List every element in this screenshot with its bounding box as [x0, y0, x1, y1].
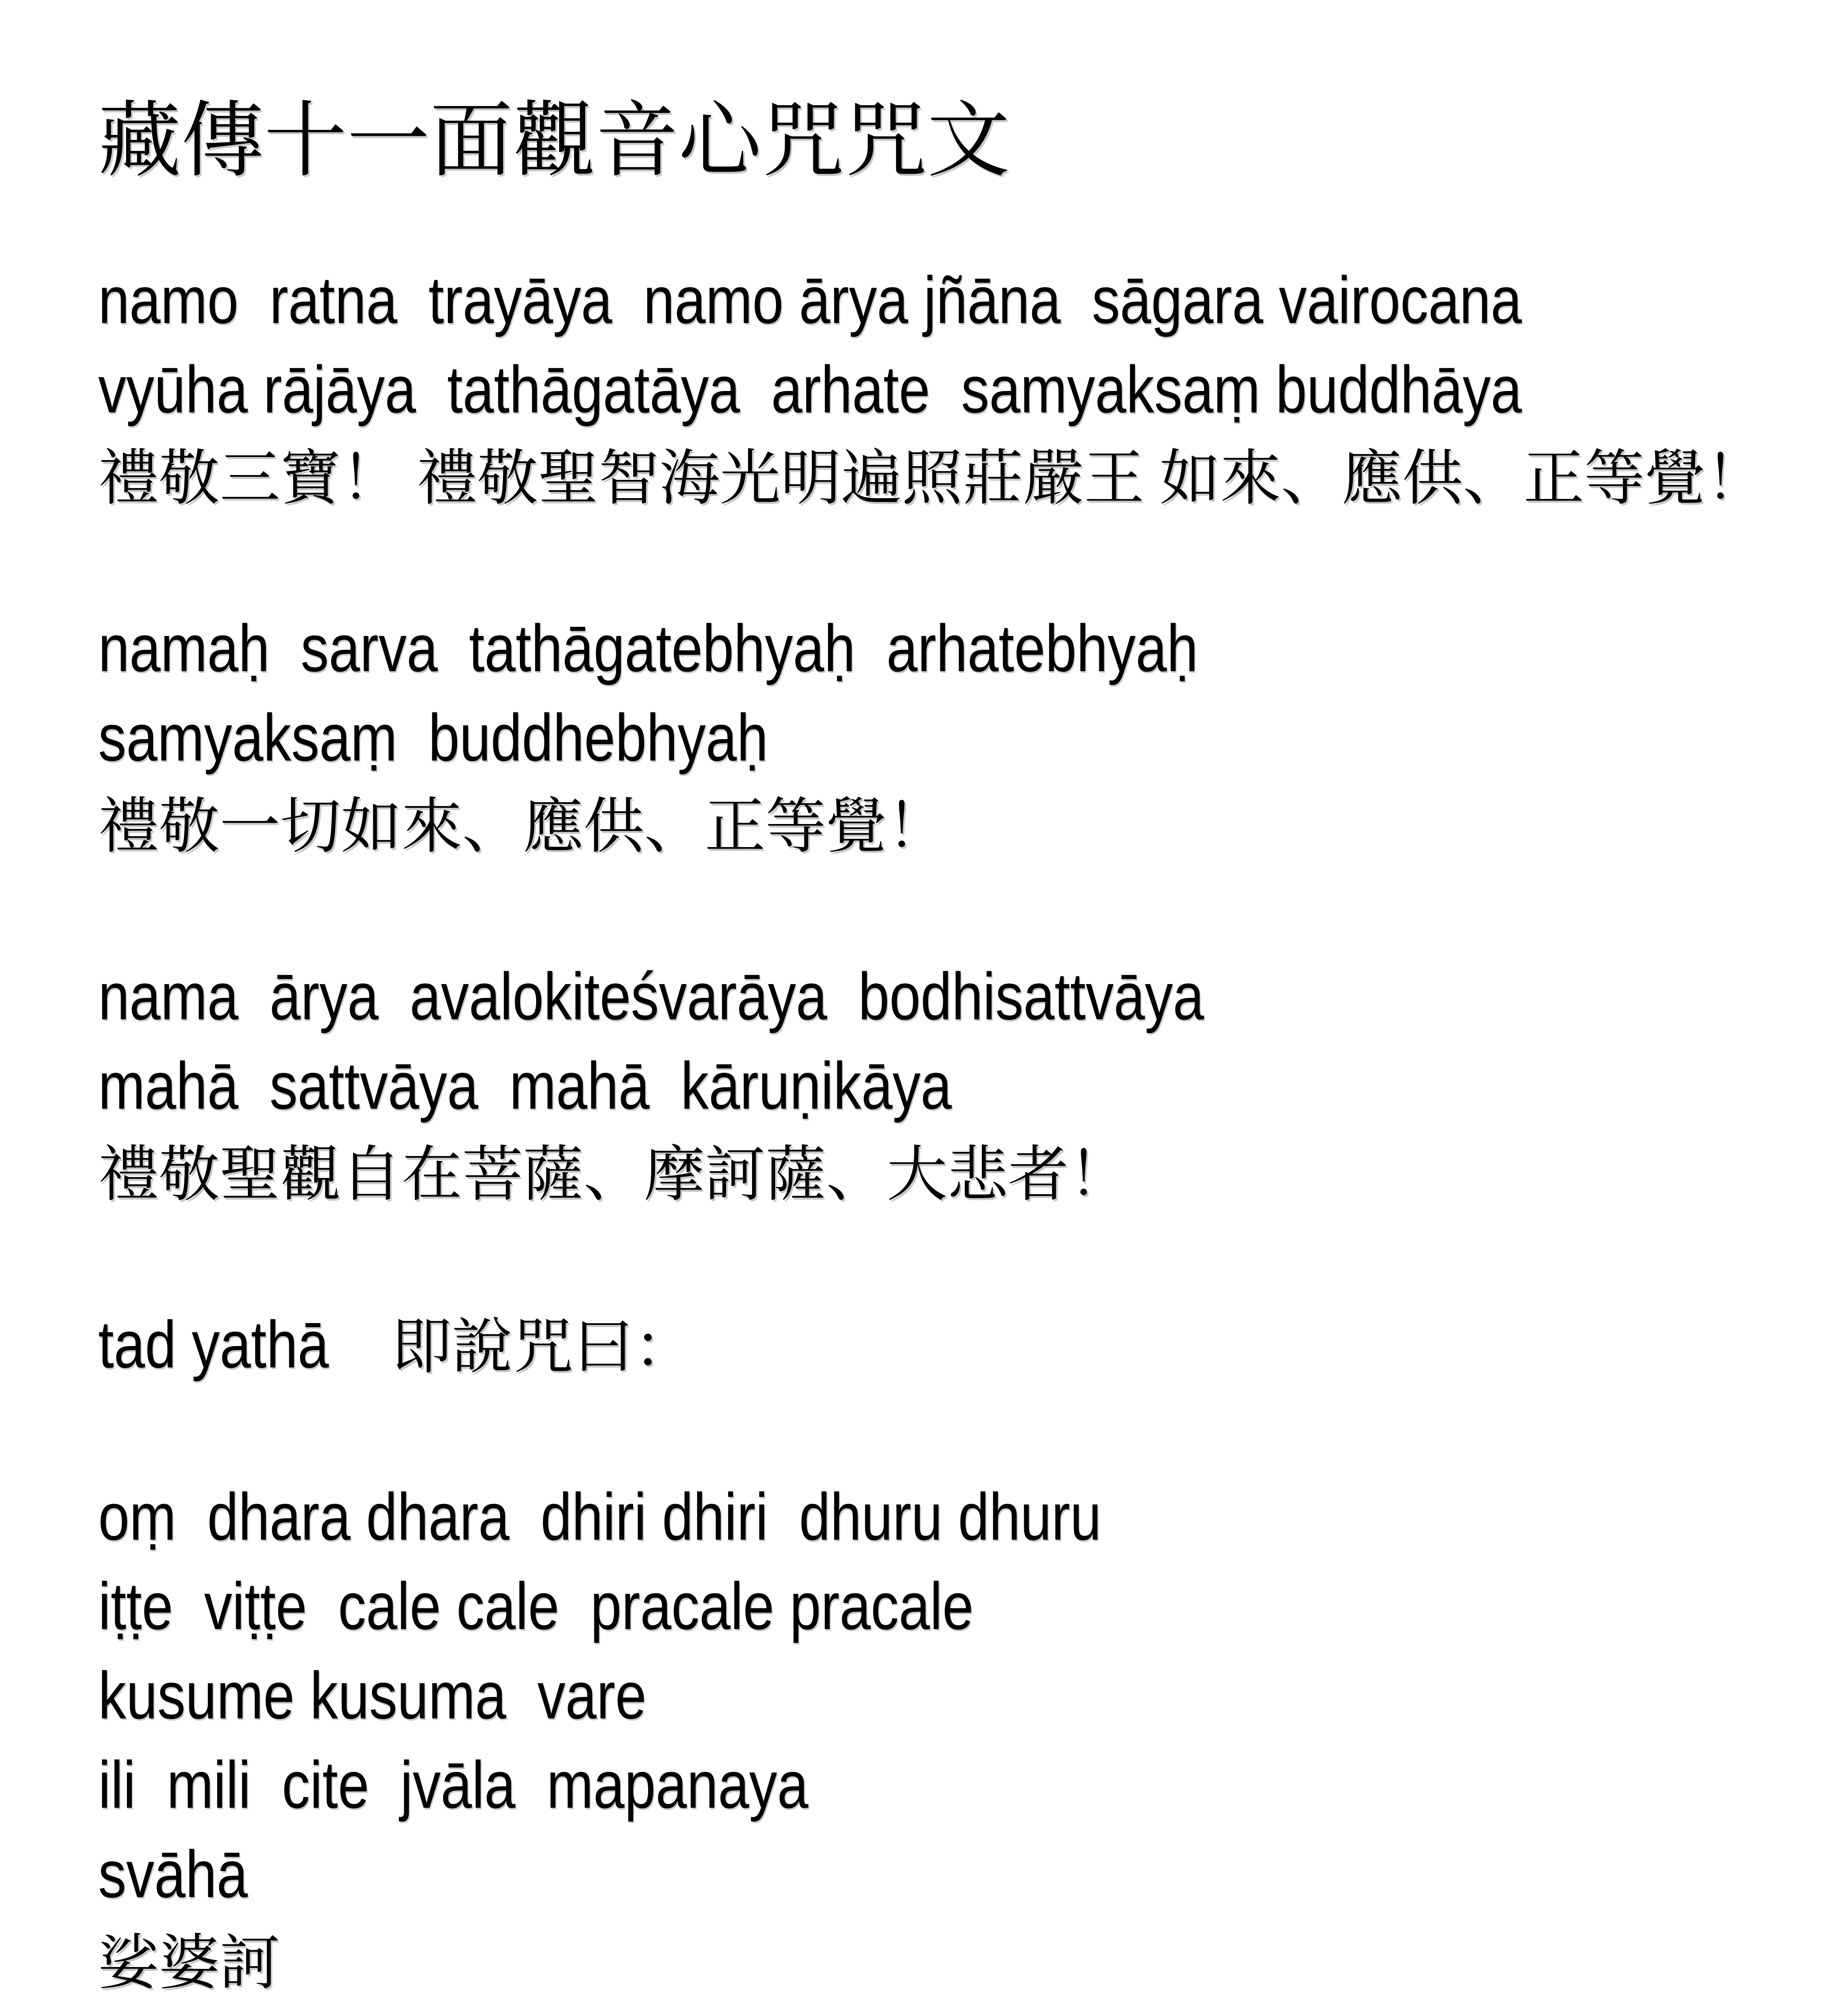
sanskrit-line [98, 262, 1836, 355]
sanskrit-line [98, 959, 1836, 1052]
sanskrit-text: mahā sattvāya mahā kāruṇikāya [98, 1048, 952, 1123]
sanskrit-line [98, 352, 1836, 445]
chinese-translation-text: 禮敬聖觀自在菩薩、摩訶薩、大悲者！ [98, 1141, 1130, 1209]
paragraph-tad-yatha [98, 1307, 1836, 1400]
sanskrit-text: tad yathā [98, 1307, 344, 1382]
sanskrit-text: nama ārya avalokiteśvarāya bodhisattvāya [98, 959, 1204, 1033]
mantra-text: oṃ dhara dhara dhiri dhiri dhuru dhuru [98, 1479, 1101, 1554]
sanskrit-line [98, 700, 1836, 793]
paragraph-mantra [98, 1479, 1836, 2016]
chinese-translation-line [98, 1141, 1836, 1228]
mantra-line [98, 1747, 1836, 1840]
paragraph-homage-avalokitesvara [98, 959, 1836, 1228]
mantra-text: svāhā [98, 1836, 248, 1911]
mantra-text: kusume kusuma vare [98, 1658, 647, 1733]
mantra-line [98, 1479, 1836, 1572]
paragraph-homage-three-jewels [98, 262, 1836, 531]
chinese-translation-text: 娑婆訶 [98, 1929, 281, 1997]
mantra-line [98, 1836, 1836, 1929]
chinese-translation-line [98, 445, 1836, 531]
sanskrit-text: namaḥ sarva tathāgatebhyaḥ arhatebhyaḥ [98, 611, 1198, 685]
sanskrit-text: samyaksaṃ buddhebhyaḥ [98, 700, 768, 775]
mixed-line [98, 1307, 1836, 1400]
chinese-translation-line [98, 793, 1836, 879]
chinese-translation-text: 禮敬一切如來、應供、正等覺！ [98, 793, 948, 860]
mantra-text: iṭṭe viṭṭe cale cale pracale pracale [98, 1568, 974, 1643]
mantra-line [98, 1568, 1836, 1661]
sanskrit-text: namo ratna trayāya namo ārya jñāna sāgara vairocana [98, 262, 1522, 337]
sanskrit-text: vyūha rājāya tathāgatāya arhate samyaksaṃ buddhāya [98, 352, 1522, 427]
sanskrit-line [98, 611, 1836, 704]
mantra-line [98, 1658, 1836, 1751]
paragraph-homage-tathagatas [98, 611, 1836, 879]
mantra-text: ili mili cite jvāla mapanaya [98, 1747, 809, 1822]
chinese-translation-line [98, 1929, 1836, 2016]
chinese-translation-text: 即說咒曰： [391, 1313, 695, 1381]
page-title: 藏傳十一面觀音心咒咒文 [98, 95, 1010, 187]
chinese-translation-text: 禮敬三寶！ 禮敬聖智海光明遍照莊嚴王 如來、應供、正等覺！ [98, 445, 1766, 512]
sanskrit-line [98, 1048, 1836, 1141]
